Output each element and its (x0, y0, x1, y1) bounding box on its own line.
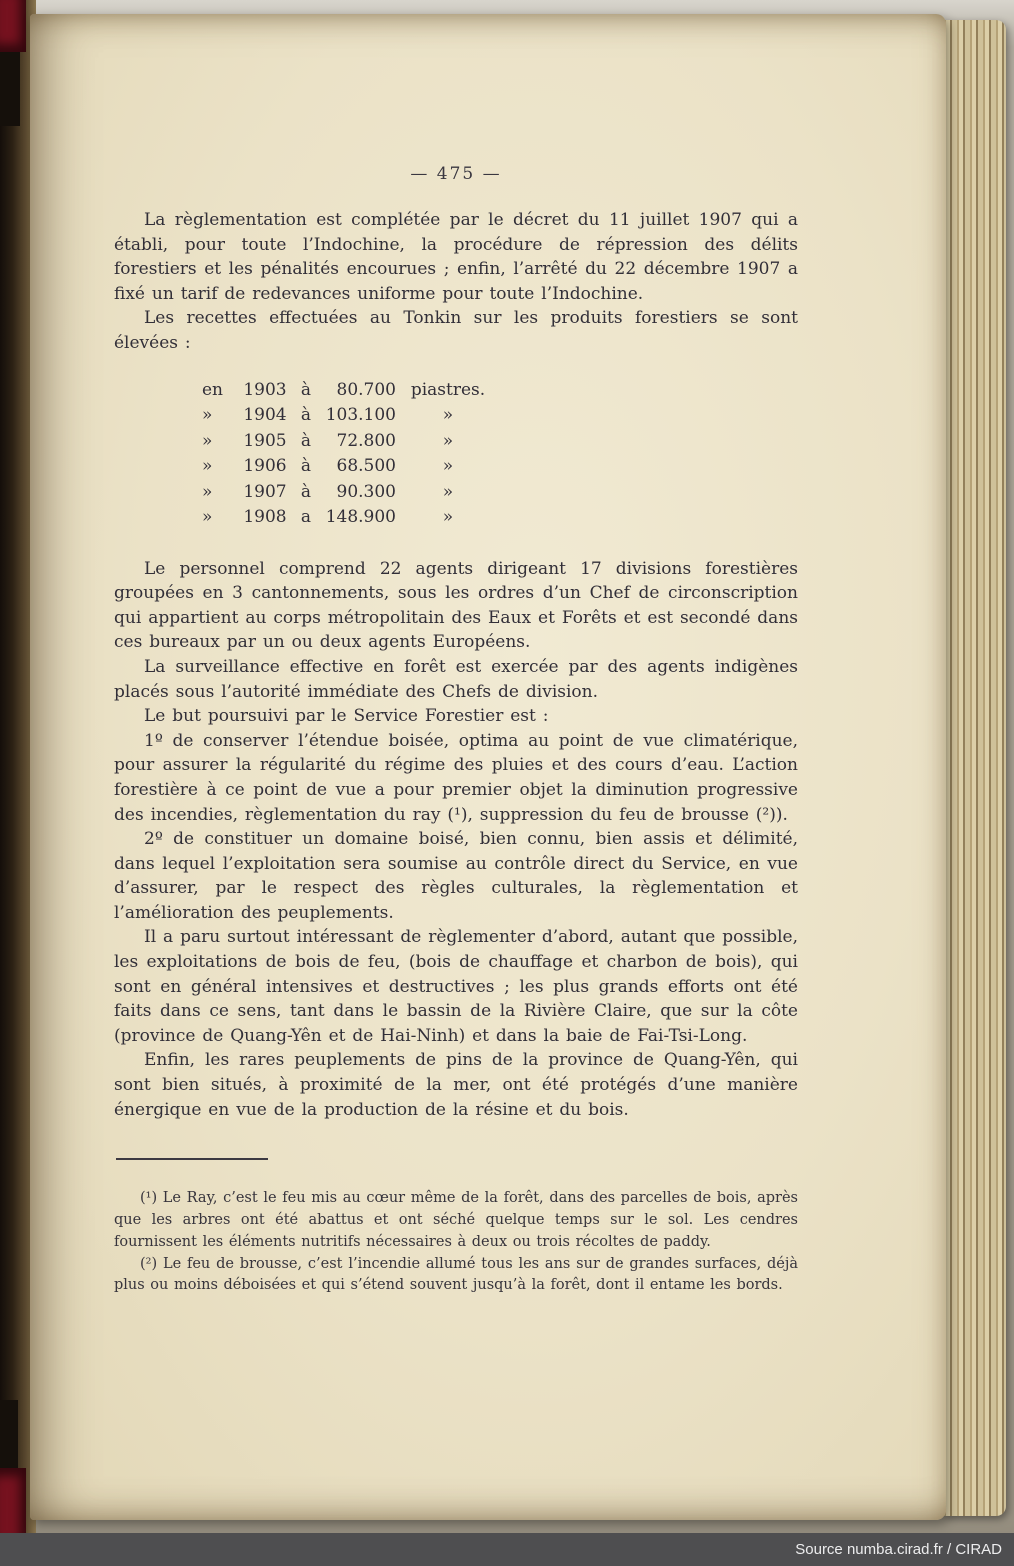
receipt-year: 1906 (243, 456, 287, 477)
receipt-sep: a (300, 507, 312, 528)
body-paragraph: 1º de conserver l’étendue boisée, optima au point de vue climatérique, pour assurer la régularité du régime des pluies et des cours d’eau. L’action forestière à ce point de vue a pour premier objet la diminution progressive des incendies, règlementation du ray (¹), suppression du feu de brousse (²)). (114, 730, 798, 825)
receipt-prefix: » (202, 405, 213, 426)
footnote: (²) Le feu de brousse, c’est l’incendie allumé tous les ans sur de grandes surfaces, déjà plus ou moins déboisées et qui s’étend souvent jusqu’à la forêt, dont il entame les bords. (114, 1255, 798, 1294)
book-spine-red-top (0, 0, 26, 52)
receipt-prefix: » (202, 481, 213, 502)
source-attribution: Source numba.cirad.fr / CIRAD (795, 1541, 1002, 1558)
book-spine-shadow-top (0, 46, 20, 126)
receipt-year: 1903 (243, 379, 287, 400)
body-paragraph: Le but poursuivi par le Service Forestier est : (144, 706, 549, 727)
receipts-row (202, 403, 798, 429)
receipts-row (202, 378, 798, 404)
receipt-prefix: » (202, 507, 213, 528)
receipt-amount: 68.500 (336, 456, 396, 477)
body-paragraph: Il a paru surtout intéressant de règlementer d’abord, autant que possible, les exploitations de bois de feu, (bois de chauffage et charbon de bois), qui sont en général intensives et destructives ; les plus grands efforts ont été faits dans ce sens, tant dans le bassin de la Rivière Claire, que sur la côte (province de Quang-Yên et de Hai-Ninh) et dans la baie de Fai-Tsi-Long. (114, 927, 799, 1046)
receipt-year: 1908 (243, 507, 287, 528)
receipts-row (202, 505, 798, 531)
receipt-unit: piastres. (410, 379, 486, 400)
page-number: — 475 — (410, 164, 502, 184)
receipt-unit: » (442, 481, 454, 502)
receipt-unit: » (442, 456, 454, 477)
footnote: (¹) Le Ray, c’est le feu mis au cœur même de la forêt, dans des parcelles de bois, après que les arbres ont été abattus et ont séché quelque temps sur le sol. Les cendres fournissent les éléments nutritifs nécessaires à deux ou trois récoltes de paddy. (114, 1190, 798, 1250)
book-spine-red-bottom (0, 1468, 26, 1534)
receipt-prefix: » (202, 430, 213, 451)
receipt-unit: » (442, 507, 454, 528)
receipts-row (202, 454, 798, 480)
receipt-amount: 148.900 (325, 507, 396, 528)
receipts-row (202, 429, 798, 455)
receipt-sep: à (300, 405, 312, 426)
body-paragraph: La surveillance effective en forêt est exercée par des agents indigènes placés sous l’autorité immédiate des Chefs de division. (114, 656, 798, 702)
source-bar (0, 1533, 1014, 1566)
book-page (30, 14, 946, 1520)
receipt-unit: » (442, 430, 454, 451)
page-edges-stack (944, 20, 1006, 1516)
receipt-sep: à (300, 430, 312, 451)
receipt-prefix: » (202, 456, 213, 477)
receipt-year: 1907 (243, 481, 287, 502)
receipt-sep: à (300, 379, 312, 400)
receipts-row (202, 480, 798, 506)
body-paragraph: Le personnel comprend 22 agents dirigeant 17 divisions forestières groupées en 3 cantonnements, sous les ordres d’un Chef de circonscription qui appartient au corps métropolitain des Eaux et Forêts et est secondé dans ces bureaux par un ou deux agents Européens. (114, 558, 798, 653)
receipt-year: 1904 (243, 405, 287, 426)
body-paragraph: Les recettes effectuées au Tonkin sur les produits forestiers se sont élevées : (114, 308, 798, 353)
receipt-sep: à (300, 456, 312, 477)
receipt-prefix: en (202, 379, 224, 400)
receipt-amount: 80.700 (336, 379, 396, 400)
body-paragraph: 2º de constituer un domaine boisé, bien connu, bien assis et délimité, dans lequel l’exploitation sera soumise au contrôle direct du Service, en vue d’assurer, par le respect des règles culturales, la règlementation et l’amélioration des peuplements. (114, 829, 798, 923)
receipt-unit: » (442, 405, 454, 426)
receipt-amount: 103.100 (325, 405, 396, 426)
receipt-year: 1905 (243, 430, 287, 451)
footnote-separator-rule (116, 1158, 268, 1160)
receipts-table (202, 378, 798, 531)
receipt-sep: à (300, 481, 312, 502)
body-paragraph: La règlementation est complétée par le décret du 11 juillet 1907 qui a établi, pour toute l’Indochine, la procédure de répression des délits forestiers et les pénalités encourues ; enfin, l’arrêté du 22 décembre 1907 a fixé un tarif de redevances uniforme pour toute l’Indochine. (114, 210, 798, 304)
body-paragraph: Enfin, les rares peuplements de pins de la province de Quang-Yên, qui sont bien situés, à proximité de la mer, ont été protégés d’une manière énergique en vue de la production de la résine et du bois. (114, 1050, 798, 1120)
receipt-amount: 90.300 (336, 481, 396, 502)
receipt-amount: 72.800 (336, 430, 396, 451)
